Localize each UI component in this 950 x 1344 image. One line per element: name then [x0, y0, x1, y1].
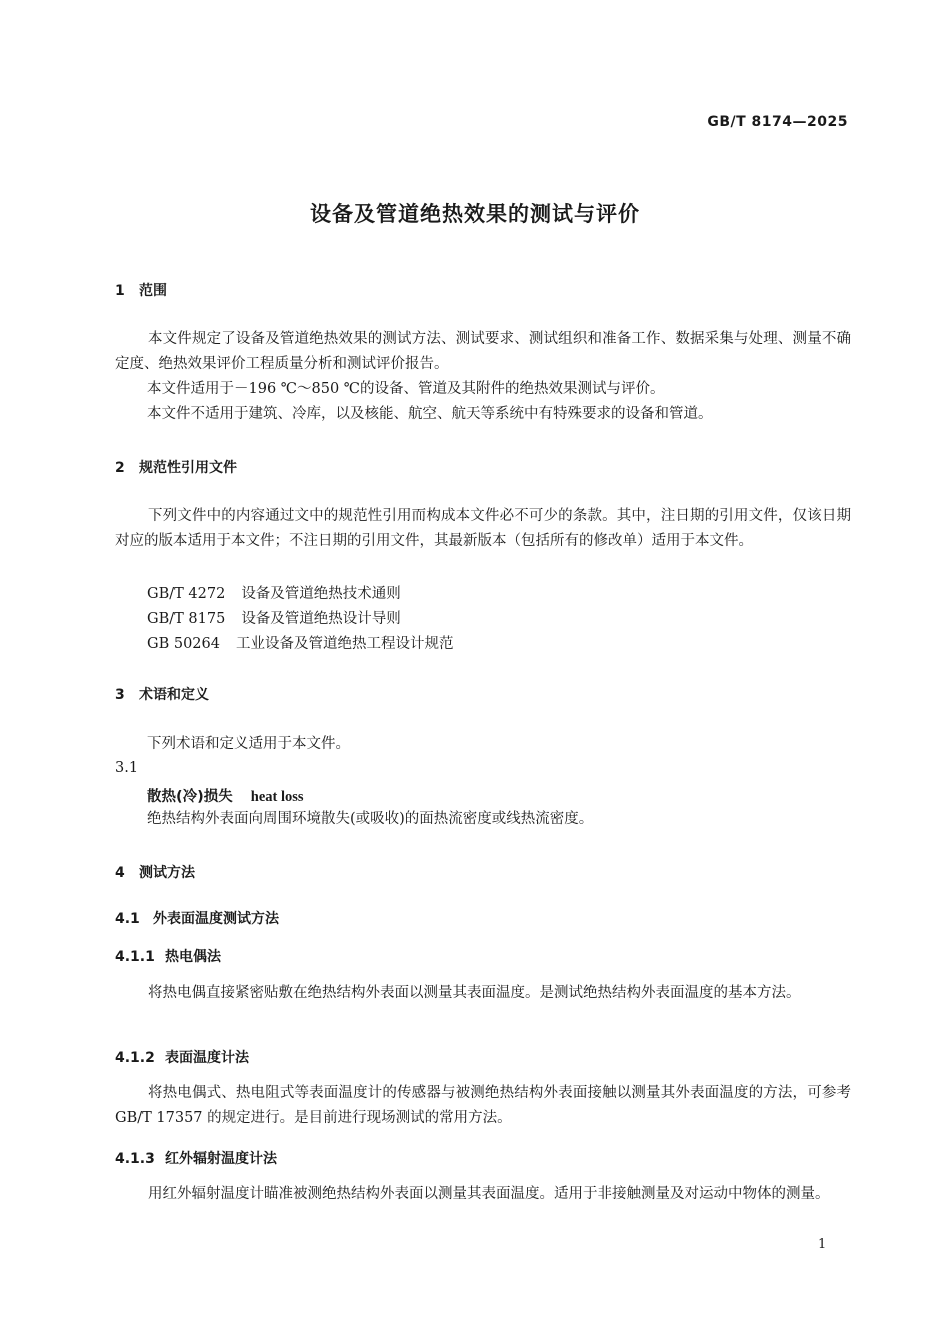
paragraph: 本文件不适用于建筑、冷库，以及核能、航空、航天等系统中有特殊要求的设备和管道。 — [147, 406, 713, 422]
paragraph: 本文件规定了设备及管道绝热效果的测试方法、测试要求、测试组织和准备工作、数据采集与处理、测量不确定度、绝热效果评价工程质量分析和测试评价报告。 — [115, 331, 851, 372]
paragraph: 下列文件中的内容通过文中的规范性引用而构成本文件必不可少的条款。其中，注日期的引用文件，仅该日期对应的版本适用于本文件；不注日期的引用文件，其最新版本（包括所有的修改单）适用于本文件。 — [115, 508, 851, 549]
section-title: 测试方法 — [139, 865, 195, 881]
clause-heading-4-1-1 — [115, 946, 221, 966]
reference-code: GB/T 4272 — [147, 586, 226, 602]
clause-title: 热电偶法 — [165, 949, 221, 965]
reference-name: 设备及管道绝热技术通则 — [241, 586, 401, 602]
section-title: 术语和定义 — [139, 687, 209, 703]
paragraph: 下列术语和定义适用于本文件。 — [147, 736, 350, 752]
standard-code: GB/T 8174—2025 — [707, 114, 848, 130]
section-heading-2 — [115, 457, 237, 477]
reference-name: 设备及管道绝热设计导则 — [241, 611, 401, 627]
reference-item — [147, 582, 401, 603]
term-name — [147, 785, 304, 806]
clause-number: 4.1.3 — [115, 1151, 155, 1167]
page-number: 1 — [818, 1237, 827, 1252]
section-number: 1 — [115, 283, 125, 299]
clause-title: 表面温度计法 — [165, 1050, 249, 1066]
paragraph: 将热电偶直接紧密贴敷在绝热结构外表面以测量其表面温度。是测试绝热结构外表面温度的基本方法。 — [148, 985, 801, 1001]
subsection-number: 4.1 — [115, 911, 140, 927]
section-heading-4 — [115, 862, 195, 882]
subsection-heading-4-1 — [115, 908, 279, 928]
section-number: 4 — [115, 865, 125, 881]
document-title: 设备及管道绝热效果的测试与评价 — [310, 202, 640, 226]
section-number: 3 — [115, 687, 125, 703]
section-number: 2 — [115, 460, 125, 476]
term-definition: 绝热结构外表面向周围环境散失(或吸收)的面热流密度或线热流密度。 — [147, 811, 594, 827]
clause-number: 4.1.1 — [115, 949, 155, 965]
paragraph: 用红外辐射温度计瞄准被测绝热结构外表面以测量其表面温度。适用于非接触测量及对运动中物体的测量。 — [148, 1186, 830, 1202]
term-name-en: heat loss — [250, 789, 304, 805]
subsection-title: 外表面温度测试方法 — [153, 911, 279, 927]
clause-title: 红外辐射温度计法 — [165, 1151, 277, 1167]
paragraph: 本文件适用于－196 ℃～850 ℃的设备、管道及其附件的绝热效果测试与评价。 — [147, 381, 665, 397]
section-heading-3 — [115, 684, 209, 704]
clause-number: 4.1.2 — [115, 1050, 155, 1066]
reference-code: GB 50264 — [147, 636, 220, 652]
clause-heading-4-1-2 — [115, 1047, 249, 1067]
section-title: 规范性引用文件 — [139, 460, 237, 476]
clause-heading-4-1-3 — [115, 1148, 277, 1168]
reference-code: GB/T 8175 — [147, 611, 226, 627]
reference-name: 工业设备及管道绝热工程设计规范 — [235, 636, 454, 652]
term-number: 3.1 — [115, 760, 139, 776]
paragraph: 将热电偶式、热电阻式等表面温度计的传感器与被测绝热结构外表面接触以测量其外表面温度的方法，可参考 GB/T 17357 的规定进行。是目前进行现场测试的常用方法。 — [115, 1085, 851, 1126]
section-title: 范围 — [139, 283, 167, 299]
reference-item — [147, 632, 453, 653]
reference-item — [147, 607, 401, 628]
section-heading-1 — [115, 280, 167, 300]
term-name-cn: 散热(冷)损失 — [147, 789, 233, 805]
